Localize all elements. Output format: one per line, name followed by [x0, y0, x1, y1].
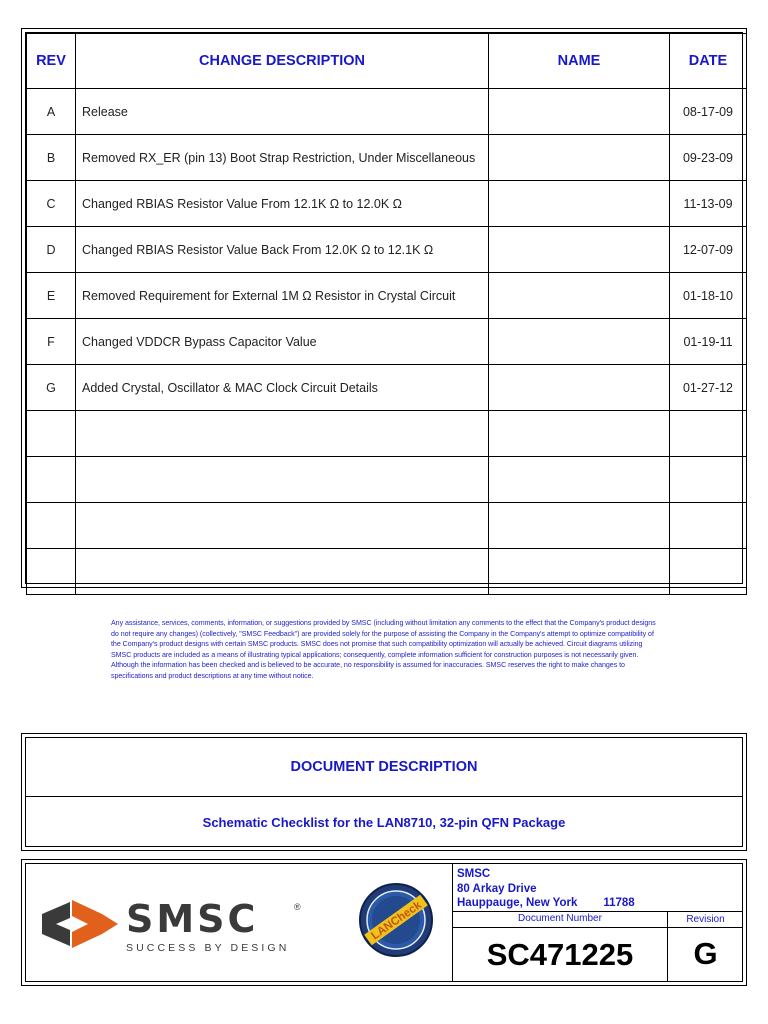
change-description: Removed Requirement for External 1M Ω Resistor in Crystal Circuit [76, 273, 489, 319]
change-name [489, 273, 670, 319]
change-date: 01-27-12 [670, 365, 747, 411]
change-description: Added Crystal, Oscillator & MAC Clock Circuit Details [76, 365, 489, 411]
company-name: SMSC [457, 868, 491, 880]
revision-letter [27, 411, 76, 457]
change-date [670, 457, 747, 503]
change-description: Removed RX_ER (pin 13) Boot Strap Restriction, Under Miscellaneous [76, 135, 489, 181]
revision-row [27, 549, 747, 595]
revision-row [27, 135, 747, 181]
revision-row [27, 457, 747, 503]
address-city: Hauppauge, New York [457, 897, 578, 909]
document-description-text: Schematic Checklist for the LAN8710, 32-pin QFN Package [202, 814, 566, 830]
revision-table-body [27, 89, 747, 595]
change-name [489, 365, 670, 411]
change-date: 08-17-09 [670, 89, 747, 135]
change-date [670, 549, 747, 595]
revision-row [27, 365, 747, 411]
revision-row [27, 319, 747, 365]
revision-row [27, 411, 747, 457]
registered-mark: ® [294, 902, 301, 912]
change-name [489, 457, 670, 503]
revision-letter: A [27, 89, 76, 135]
change-date: 01-19-11 [670, 319, 747, 365]
revision-letter: B [27, 135, 76, 181]
revision-letter: F [27, 319, 76, 365]
change-date: 09-23-09 [670, 135, 747, 181]
change-description [76, 503, 489, 549]
lancheck-badge-icon [358, 882, 434, 958]
smsc-logo-text: SMSC [126, 897, 259, 941]
revision-letter [27, 549, 76, 595]
revision-row [27, 227, 747, 273]
change-description [76, 411, 489, 457]
change-name [489, 319, 670, 365]
change-date [670, 411, 747, 457]
revision-letter [27, 457, 76, 503]
change-name [489, 135, 670, 181]
document-info-area [453, 864, 742, 981]
lancheck-badge-text: LANCheck [369, 899, 424, 943]
revision-label: Revision [667, 912, 743, 927]
revision-letter: C [27, 181, 76, 227]
revision-row [27, 89, 747, 135]
revision-row [27, 503, 747, 549]
change-name [489, 503, 670, 549]
change-description: Changed RBIAS Resistor Value Back From 12.0K Ω to 12.1K Ω [76, 227, 489, 273]
company-address [457, 867, 635, 911]
change-name [489, 89, 670, 135]
title-block-frame [21, 859, 747, 986]
logo-area [26, 864, 453, 981]
document-description-frame [21, 733, 747, 851]
change-description: Changed RBIAS Resistor Value From 12.1K Ω to 12.0K Ω [76, 181, 489, 227]
change-date: 01-18-10 [670, 273, 747, 319]
document-description-block [26, 738, 742, 846]
title-block [26, 864, 742, 981]
change-description: Changed VDDCR Bypass Capacitor Value [76, 319, 489, 365]
smsc-tagline: SUCCESS BY DESIGN [126, 942, 290, 954]
revision-table-frame [21, 28, 747, 588]
smsc-mark-left [42, 902, 70, 946]
change-description: Release [76, 89, 489, 135]
revision-letter: D [27, 227, 76, 273]
change-name [489, 181, 670, 227]
change-date [670, 503, 747, 549]
change-description [76, 549, 489, 595]
revision-letter [27, 503, 76, 549]
revision-value: G [667, 927, 743, 981]
revision-row [27, 273, 747, 319]
change-description [76, 457, 489, 503]
revision-letter: G [27, 365, 76, 411]
change-name [489, 549, 670, 595]
header-rev: REV [27, 34, 76, 89]
change-date: 12-07-09 [670, 227, 747, 273]
document-description-title: DOCUMENT DESCRIPTION [26, 738, 742, 797]
change-name [489, 227, 670, 273]
address-city-line [457, 896, 635, 911]
change-name [489, 411, 670, 457]
smsc-mark-arrow [72, 900, 118, 948]
document-number-value: SC471225 [486, 936, 634, 972]
revision-letter: E [27, 273, 76, 319]
document-labels-row [453, 911, 742, 928]
revision-row [27, 181, 747, 227]
header-change-description: CHANGE DESCRIPTION [76, 34, 489, 89]
header-date: DATE [670, 34, 747, 89]
change-date: 11-13-09 [670, 181, 747, 227]
address-zip: 11788 [603, 897, 635, 909]
smsc-mark-icon [40, 894, 120, 954]
revision-table [26, 33, 747, 595]
address-line: 80 Arkay Drive [457, 882, 537, 895]
header-name: NAME [489, 34, 670, 89]
disclaimer-text: Any assistance, services, comments, information, or suggestions provided by SMSC (including without limitation any comments to the effect that the Company's product designs do not require any changes) (collectively, "SMSC Feedback") are provided solely for the purpose of assisting the Company in the Company's attempt to optimize compatibility of the Company's product designs with certain SMSC products. SMSC does not promise that such compatibility optimization will actually be achieved. Circuit diagrams utilizing SMSC products are included as a means of illustrating typical applications; consequently, complete information sufficient for construction purposes is not necessarily given. Although the information has been checked and is believed to be accurate, no responsibility is assumed for inaccuracies. SMSC reserves the right to make changes to specifications and product descriptions at any time without notice. [111, 619, 656, 680]
document-number-label: Document Number [518, 913, 602, 924]
revision-table-header [27, 34, 747, 89]
